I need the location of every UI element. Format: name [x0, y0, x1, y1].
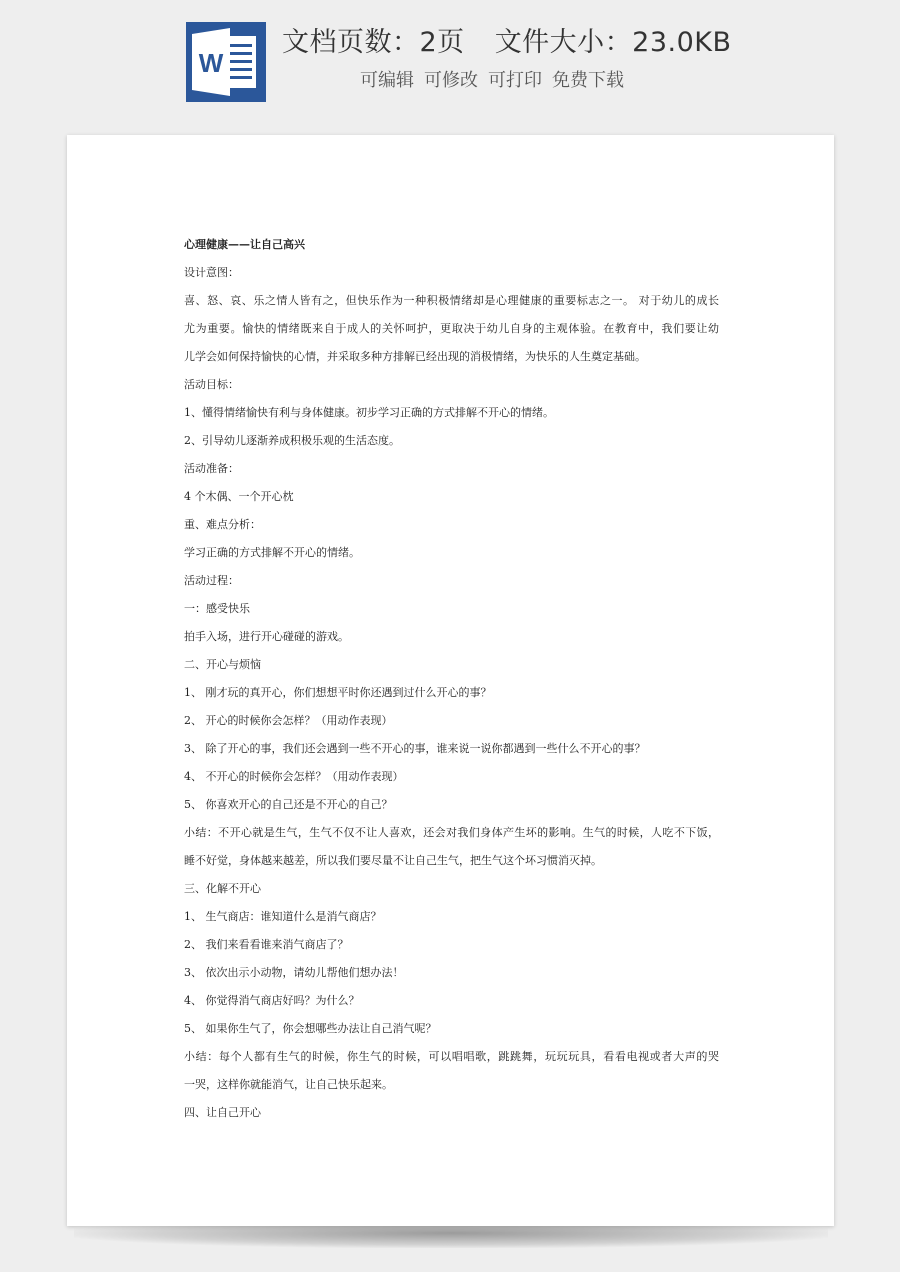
document-line: 1、 生气商店：谁知道什么是消气商店？ [184, 910, 382, 923]
document-line: 4、 你觉得消气商店好吗？为什么？ [184, 994, 360, 1007]
document-line: 学习正确的方式排解不开心的情绪。 [184, 546, 360, 559]
file-stats [282, 20, 882, 59]
document-title: 心理健康——让自己高兴 [184, 238, 305, 251]
document-line: 重、难点分析： [184, 518, 261, 531]
document-line: 1、懂得情绪愉快有利与身体健康。初步学习正确的方式排解不开心的情绪。 [184, 406, 554, 419]
document-line: 小结：不开心就是生气，生气不仅不让人喜欢，还会对我们身体产生坏的影响。生气的时候，人吃不下饭， [184, 826, 719, 839]
word-icon-letter: W [198, 48, 224, 78]
document-line: 一：感受快乐 [184, 602, 250, 615]
document-line: 4 个木偶、一个开心枕 [184, 490, 294, 503]
document-line: 5、 你喜欢开心的自己还是不开心的自己？ [184, 798, 393, 811]
tag-editable: 可编辑 [360, 70, 414, 91]
document-line: 2、 开心的时候你会怎样？（用动作表现） [184, 714, 393, 727]
document-line: 1、 刚才玩的真开心，你们想想平时你还遇到过什么开心的事？ [184, 686, 492, 699]
document-info-header [0, 0, 900, 120]
feature-tags [360, 66, 634, 92]
document-line: 2、 我们来看看谁来消气商店了？ [184, 938, 349, 951]
document-line: 四、让自己开心 [184, 1106, 261, 1119]
tag-free-download: 免费下载 [552, 70, 624, 91]
document-line: 喜、怒、哀、乐之情人皆有之，但快乐作为一种积极情绪却是心理健康的重要标志之一。 对于幼儿的成长 [184, 294, 719, 307]
document-line: 活动准备： [184, 462, 239, 475]
page-count: 文档页数：2页 [282, 27, 465, 58]
document-line: 5、 如果你生气了，你会想哪些办法让自己消气呢？ [184, 1022, 437, 1035]
document-line: 拍手入场，进行开心碰碰的游戏。 [184, 630, 349, 643]
document-line: 一哭，这样你就能消气，让自己快乐起来。 [184, 1078, 393, 1091]
document-line: 4、 不开心的时候你会怎样？（用动作表现） [184, 770, 404, 783]
document-line: 三、化解不开心 [184, 882, 261, 895]
document-line: 2、引导幼儿逐渐养成积极乐观的生活态度。 [184, 434, 400, 447]
document-line: 二、开心与烦恼 [184, 658, 261, 671]
document-page [67, 135, 834, 1226]
document-line: 活动过程： [184, 574, 239, 587]
document-line: 睡不好觉，身体越来越差，所以我们要尽量不让自己生气，把生气这个坏习惯消灭掉。 [184, 854, 602, 867]
file-size: 文件大小：23.0KB [494, 27, 732, 58]
document-line: 设计意图： [184, 266, 239, 279]
tag-printable: 可打印 [488, 70, 542, 91]
document-line: 活动目标： [184, 378, 239, 391]
document-line: 尤为重要。愉快的情绪既来自于成人的关怀呵护，更取决于幼儿自身的主观体验。在教育中，我们要让幼 [184, 322, 719, 335]
document-body [184, 231, 719, 1127]
word-doc-icon [186, 22, 266, 102]
document-line: 小结：每个人都有生气的时候，你生气的时候，可以唱唱歌，跳跳舞，玩玩玩具，看看电视或者大声的哭 [184, 1050, 719, 1063]
tag-modifiable: 可修改 [424, 70, 478, 91]
document-line: 3、 除了开心的事，我们还会遇到一些不开心的事，谁来说一说你都遇到一些什么不开心的事？ [184, 742, 646, 755]
document-line: 3、 依次出示小动物，请幼儿帮他们想办法！ [184, 966, 404, 979]
document-line: 儿学会如何保持愉快的心情，并采取多种方排解已经出现的消极情绪，为快乐的人生奠定基础。 [184, 350, 646, 363]
